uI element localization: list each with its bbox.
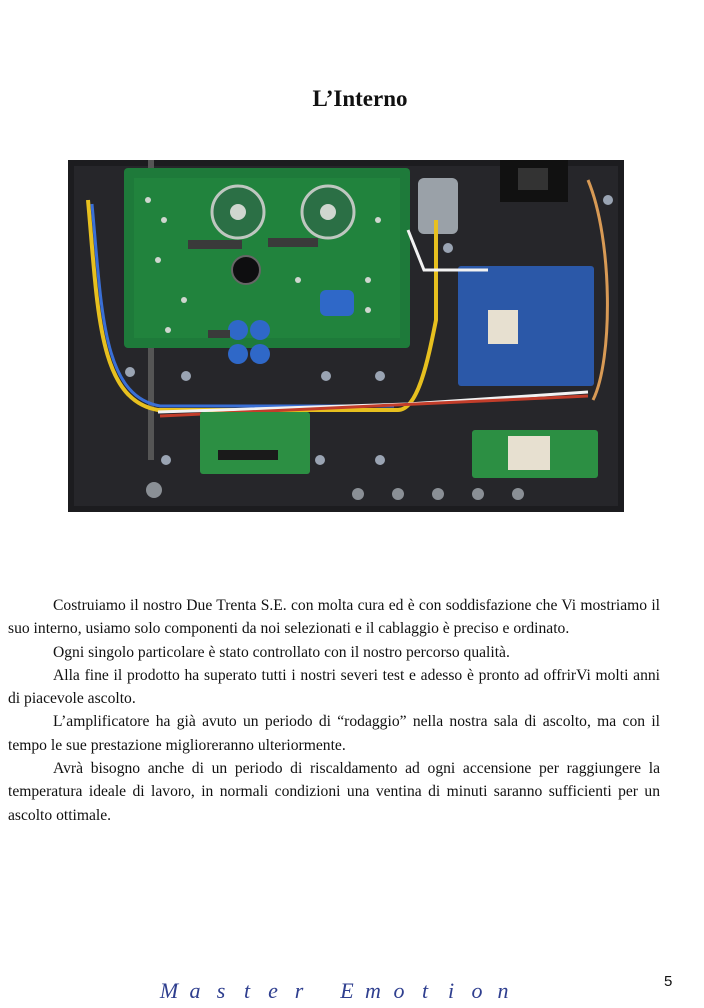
- paragraph: Ogni singolo particolare è stato controllato con il nostro percorso qualità.: [53, 643, 510, 661]
- page-number: 5: [664, 973, 673, 990]
- brand-word-master: M a s t e r: [159, 978, 304, 1003]
- footer-brand: [156, 978, 516, 1004]
- paragraph: Costruiamo il nostro Due Trenta S.E. con molta cura ed è con soddisfazione che Vi mostriamo il suo interno, usiamo solo componenti da noi selezionati e il cablaggio è preciso e ordinato.: [8, 597, 660, 638]
- amplifier-interior-photo: [68, 160, 624, 512]
- paragraph: Avrà bisogno anche di un periodo di riscaldamento ad ogni accensione per raggiungere la temperatura ideale di lavoro, in normali condizioni una ventina di minuti saranno sufficienti per un ascolto ottimale.: [8, 760, 660, 824]
- brand-word-emotion: E m o t i o n: [340, 978, 509, 1003]
- page-title: L’Interno: [312, 86, 408, 111]
- body-text: [8, 594, 660, 827]
- paragraph: Alla fine il prodotto ha superato tutti i nostri severi test e adesso è pronto ad offrirVi molti anni di piacevole ascolto.: [8, 666, 660, 708]
- paragraph: L’amplificatore ha già avuto un periodo di “rodaggio” nella nostra sala di ascolto, ma con il tempo le sue prestazione miglioreranno ulteriormente.: [8, 713, 660, 754]
